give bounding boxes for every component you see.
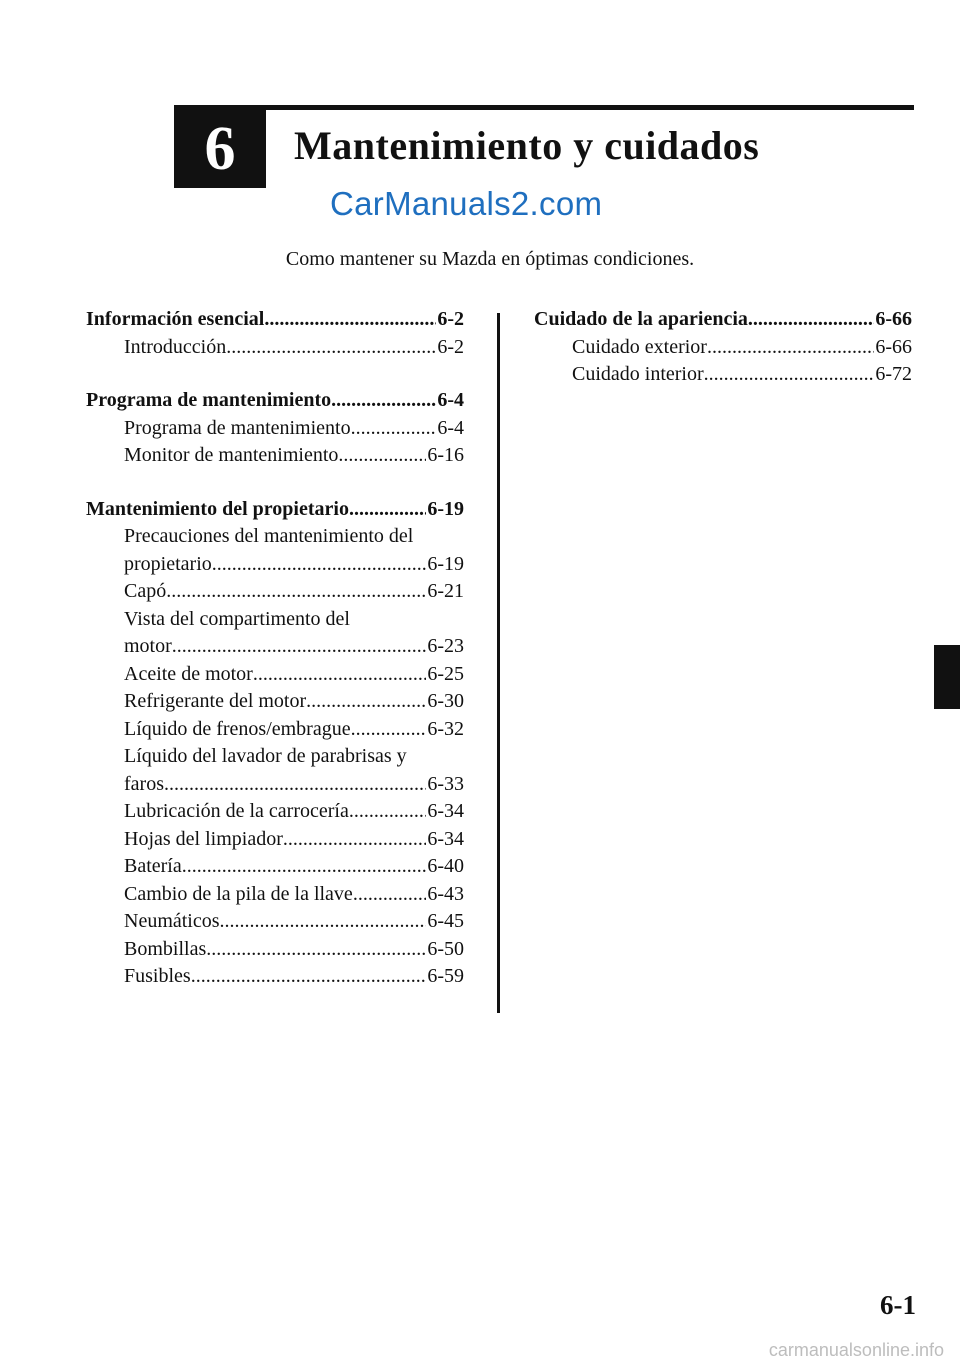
toc-entry[interactable] xyxy=(534,334,912,362)
header-rule xyxy=(174,105,914,110)
toc-entry[interactable] xyxy=(86,578,464,606)
toc-right-column xyxy=(534,306,912,415)
toc-section-heading[interactable] xyxy=(86,306,464,334)
page-number: 6-1 xyxy=(880,1290,916,1320)
dot-leader xyxy=(353,881,427,909)
dot-leader xyxy=(226,334,436,362)
toc-entry-page: 6-33 xyxy=(427,772,464,795)
dot-leader xyxy=(331,387,436,415)
toc-entry-title: Neumáticos xyxy=(124,910,220,932)
toc-entry[interactable] xyxy=(86,908,464,936)
toc-entry-title: Líquido de frenos/embrague xyxy=(124,717,351,740)
toc-section xyxy=(86,387,464,470)
chapter-subtitle: Como mantener su Mazda en óptimas condiciones. xyxy=(285,248,695,270)
toc-entry[interactable] xyxy=(86,688,464,716)
toc-entry-page: 6-66 xyxy=(875,308,912,330)
toc-entry-page: 6-50 xyxy=(427,937,464,960)
dot-leader xyxy=(748,306,874,334)
toc-entry[interactable] xyxy=(86,853,464,881)
toc-entry-page: 6-25 xyxy=(427,662,464,685)
toc-entry-title: propietario xyxy=(124,552,212,575)
dot-leader xyxy=(212,551,427,579)
dot-leader xyxy=(182,853,427,881)
column-divider xyxy=(497,313,500,1013)
toc-entry[interactable] xyxy=(86,771,464,799)
dot-leader xyxy=(166,578,426,606)
toc-entry-page: 6-2 xyxy=(437,335,464,358)
toc-entry-title: Lubricación de la carrocería xyxy=(124,800,349,822)
toc-entry[interactable] xyxy=(86,826,464,854)
toc-entry[interactable] xyxy=(86,661,464,689)
toc-entry-page: 6-19 xyxy=(427,552,464,575)
toc-entry[interactable] xyxy=(86,716,464,744)
dot-leader xyxy=(164,771,426,799)
toc-entry-title: Programa de mantenimiento xyxy=(124,416,351,439)
toc-entry[interactable] xyxy=(86,936,464,964)
toc-entry-title: Fusibles xyxy=(124,965,191,987)
watermark-carmanualsonline: carmanualsonline.info xyxy=(768,1340,944,1360)
toc-entry[interactable] xyxy=(86,633,464,661)
toc-entry-page: 6-4 xyxy=(437,416,464,439)
chapter-title: Mantenimiento y cuidados xyxy=(294,123,760,168)
dot-leader xyxy=(206,936,426,964)
toc-entry-page: 6-43 xyxy=(427,882,464,905)
toc-entry-title: Cuidado interior xyxy=(572,363,704,385)
toc-entry[interactable] xyxy=(86,881,464,909)
toc-entry-title: Programa de mantenimiento xyxy=(86,389,332,411)
dot-leader xyxy=(172,633,427,661)
dot-leader xyxy=(704,361,875,389)
toc-entry-title-line1: Vista del compartimento del xyxy=(124,607,350,630)
toc-section xyxy=(86,496,464,991)
toc-entry-title: Monitor de mantenimiento xyxy=(124,444,339,466)
toc-entry[interactable] xyxy=(86,798,464,826)
dot-leader xyxy=(351,716,427,744)
toc-entry-title: Aceite de motor xyxy=(124,662,253,685)
toc-entry-title-line1: Líquido del lavador de parabrisas y xyxy=(124,745,407,767)
toc-entry-title: faros xyxy=(124,772,164,795)
toc-entry-title: Información esencial xyxy=(86,308,265,330)
toc-entry[interactable] xyxy=(86,551,464,579)
chapter-number-box: 6 xyxy=(174,110,266,188)
toc-entry-page: 6-32 xyxy=(427,717,464,740)
dot-leader xyxy=(338,442,426,470)
dot-leader xyxy=(349,798,426,826)
dot-leader xyxy=(306,688,426,716)
toc-entry-title: Cuidado exterior xyxy=(572,335,707,358)
toc-section-heading[interactable] xyxy=(534,306,912,334)
toc-entry-title: motor xyxy=(124,635,172,657)
toc-section-heading[interactable] xyxy=(86,496,464,524)
toc-entry[interactable] xyxy=(86,963,464,991)
toc-entry-page: 6-30 xyxy=(427,690,464,712)
dot-leader xyxy=(264,306,436,334)
toc-section-heading[interactable] xyxy=(86,387,464,415)
toc-entry-page: 6-40 xyxy=(427,855,464,877)
toc-entry[interactable] xyxy=(86,415,464,443)
toc-entry-page: 6-19 xyxy=(427,497,464,520)
toc-entry-title-line1: Precauciones del mantenimiento del xyxy=(124,525,414,547)
dot-leader xyxy=(253,661,426,689)
watermark-carmanuals2: CarManuals2.com xyxy=(330,185,603,222)
toc-entry[interactable] xyxy=(86,334,464,362)
toc-entry-page: 6-59 xyxy=(427,965,464,987)
chapter-side-tab xyxy=(934,645,960,709)
toc-entry-title: Hojas del limpiador xyxy=(124,827,283,850)
toc-entry-title: Mantenimiento del propietario xyxy=(86,497,349,520)
dot-leader xyxy=(707,334,874,362)
toc-entry[interactable] xyxy=(534,361,912,389)
toc-entry-title: Capó xyxy=(124,580,167,602)
dot-leader xyxy=(191,963,427,991)
toc-entry-title: Batería xyxy=(124,855,182,877)
toc-entry-page: 6-2 xyxy=(437,308,464,330)
dot-leader xyxy=(283,826,426,854)
toc-entry-page: 6-23 xyxy=(427,635,464,657)
dot-leader xyxy=(351,415,437,443)
toc-entry-page: 6-34 xyxy=(427,800,464,822)
toc-entry-page: 6-72 xyxy=(875,363,912,385)
toc-entry-page: 6-16 xyxy=(427,444,464,466)
toc-entry-title: Refrigerante del motor xyxy=(124,690,307,712)
toc-entry-page: 6-4 xyxy=(437,389,464,411)
toc-entry-page: 6-34 xyxy=(427,827,464,850)
toc-entry-title: Cuidado de la apariencia xyxy=(534,308,748,330)
toc-entry[interactable] xyxy=(86,442,464,470)
toc-section xyxy=(86,306,464,361)
dot-leader xyxy=(349,496,426,524)
toc-entry-title: Introducción xyxy=(124,335,227,358)
toc-entry-page: 6-45 xyxy=(427,910,464,932)
dot-leader xyxy=(220,908,427,936)
toc-section xyxy=(534,306,912,389)
toc-entry-page: 6-66 xyxy=(875,335,912,358)
toc-entry-title: Cambio de la pila de la llave xyxy=(124,882,353,905)
toc-left-column xyxy=(86,306,464,1017)
toc-entry-page: 6-21 xyxy=(427,580,464,602)
toc-entry-title: Bombillas xyxy=(124,937,207,960)
